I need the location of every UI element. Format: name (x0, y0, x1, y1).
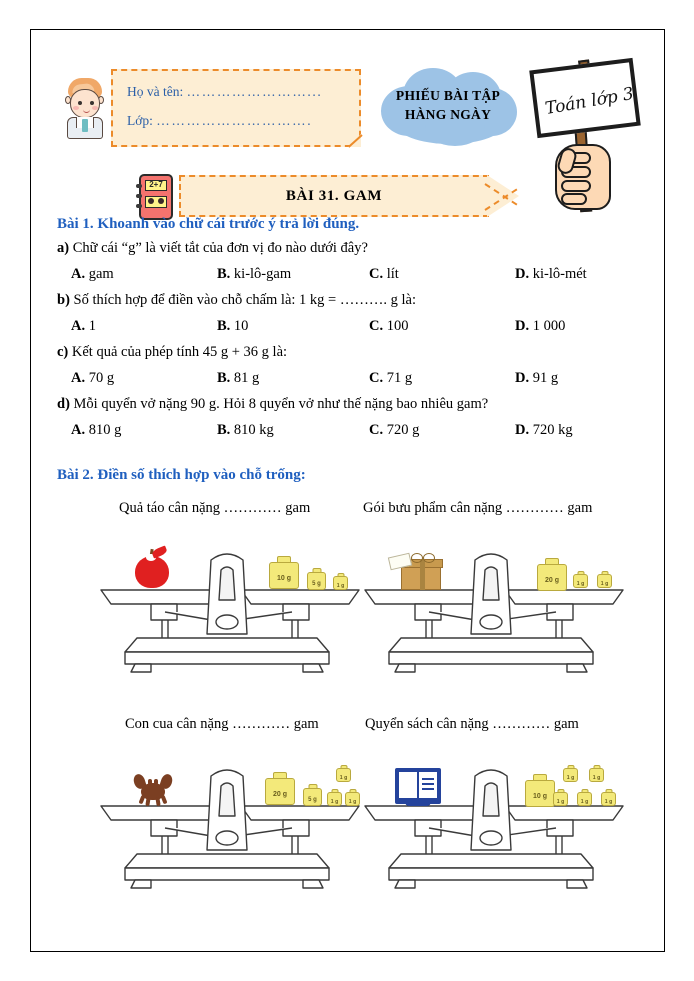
avatar-face (70, 89, 100, 118)
calculator-display: 2+7 (145, 180, 167, 191)
book-page-left (399, 772, 417, 798)
exercise-1-title: Bài 1. Khoanh vào chữ cái trước ý trả lời đúng. (57, 216, 360, 232)
question-d-options (57, 417, 647, 443)
option-a-3[interactable] (369, 261, 399, 287)
avatar-eye-right (90, 101, 94, 105)
question-b (57, 287, 647, 313)
balance-scale-crab (93, 742, 361, 892)
option-text: ki-lô-mét (529, 266, 587, 282)
exercise-2-title: Bài 2. Điền số thích hợp vào chỗ trống: (57, 467, 306, 483)
weight-1g (327, 792, 342, 806)
hand-holding-sign-graphic (519, 58, 653, 218)
weight-knob (593, 765, 600, 769)
question-d (57, 391, 647, 417)
avatar-eye-left (78, 101, 82, 105)
crab-leg (138, 795, 145, 805)
book-text-line (422, 783, 434, 785)
book-base (405, 801, 431, 806)
weight-20g (265, 778, 295, 805)
option-c-3[interactable] (369, 365, 412, 391)
weight-label: 5 g (312, 581, 321, 587)
weight-10g (525, 780, 555, 807)
balance-scale-drawing (357, 526, 625, 676)
option-text: 70 g (85, 370, 115, 386)
weight-knob (340, 765, 347, 769)
option-key: B. (217, 266, 231, 282)
student-name-label: Họ và tên: (127, 84, 184, 99)
book-text-line (422, 788, 434, 790)
weight-5g (307, 572, 326, 590)
weight-label: 20 g (544, 577, 559, 584)
option-text: 810 g (85, 422, 122, 438)
weight-knob (308, 784, 317, 789)
question-c-label: c) (57, 344, 69, 360)
option-d-2[interactable] (217, 417, 274, 443)
student-class-dots: …………………………. (156, 113, 313, 128)
scale-label-crab: Con cua cân nặng ………… gam (125, 716, 319, 732)
question-c (57, 339, 647, 365)
balance-scale-book (357, 742, 625, 892)
weight-label: 1 g (339, 775, 348, 781)
avatar-cheek-left (73, 106, 79, 110)
sign-board (529, 58, 641, 138)
weight-label: 1 g (336, 583, 345, 589)
gift-bow-left (411, 553, 423, 563)
weight-label: 1 g (576, 581, 585, 587)
option-key: C. (369, 266, 384, 282)
calculator-side-button (136, 194, 142, 198)
weight-knob (331, 789, 338, 793)
weight-knob (277, 556, 291, 563)
sign-text: Toán lớp 3 (543, 83, 636, 120)
option-text: 1 (85, 318, 96, 334)
hand-icon (555, 144, 611, 210)
scale-label-gift: Gói bưu phẩm cân nặng ………… gam (363, 500, 593, 516)
question-c-options (57, 365, 647, 391)
option-text: 720 kg (529, 422, 573, 438)
option-b-2[interactable] (217, 313, 248, 339)
balance-scale-drawing (93, 526, 361, 676)
weight-label: 20 g (272, 791, 287, 798)
student-class-field[interactable] (127, 113, 312, 129)
calculator-eye (158, 198, 164, 204)
worksheet-title-line2: HÀNG NGÀY (404, 107, 492, 122)
question-a-text: Chữ cái “g” là viết tắt của đơn vị đo nào dưới đây? (69, 240, 368, 256)
question-c-text: Kết quả của phép tính 45 g + 36 g là: (68, 344, 288, 360)
weight-1g (597, 574, 612, 588)
option-d-1[interactable] (71, 417, 121, 443)
option-a-2[interactable] (217, 261, 291, 287)
weight-knob (273, 772, 287, 779)
option-key: B. (217, 318, 231, 334)
calculator-eye (148, 198, 154, 204)
exercise-2 (57, 467, 647, 486)
gift-ribbon (420, 559, 425, 590)
hand-finger (561, 180, 591, 192)
hand-finger (561, 193, 587, 205)
weight-knob (533, 774, 547, 781)
option-c-4[interactable] (515, 365, 558, 391)
weight-1g-stacked (336, 768, 351, 782)
option-a-1[interactable] (71, 261, 114, 287)
option-key: C. (369, 370, 384, 386)
option-text: lít (383, 266, 399, 282)
option-key: D. (515, 422, 530, 438)
option-key: D. (515, 318, 530, 334)
weight-1g (553, 792, 568, 806)
question-d-text: Mỗi quyển vở nặng 90 g. Hỏi 8 quyển vở như thế nặng bao nhiêu gam? (69, 396, 489, 412)
option-b-3[interactable] (369, 313, 408, 339)
option-text: gam (85, 266, 114, 282)
avatar-mouth (83, 108, 90, 113)
worksheet-content (31, 30, 666, 953)
option-text: 100 (383, 318, 409, 334)
question-d-label: d) (57, 396, 70, 412)
crab-eye-right (154, 779, 158, 785)
worksheet-page-border (30, 29, 665, 952)
weight-label: 10 g (276, 575, 291, 582)
book-object (395, 768, 441, 804)
weight-knob (567, 765, 574, 769)
question-a-options (57, 261, 647, 287)
option-text: 1 000 (529, 318, 566, 334)
option-text: 10 (230, 318, 249, 334)
option-d-3[interactable] (369, 417, 419, 443)
weight-10g (269, 562, 299, 589)
student-name-dots: ……………………... (186, 84, 323, 99)
option-key: A. (71, 422, 86, 438)
option-a-4[interactable] (515, 261, 587, 287)
option-text: 720 g (383, 422, 420, 438)
question-b-label: b) (57, 292, 70, 308)
option-key: A. (71, 318, 86, 334)
scale-label-book: Quyển sách cân nặng ………… gam (365, 716, 579, 732)
balance-scale-apple (93, 526, 361, 676)
weight-knob (605, 789, 612, 793)
option-text: 71 g (383, 370, 413, 386)
student-info-box[interactable] (111, 69, 361, 147)
weight-label: 1 g (556, 799, 565, 805)
avatar-cheek-right (92, 106, 98, 110)
book-text-line (422, 778, 434, 780)
exercise-1 (57, 216, 647, 443)
crab-leg (160, 795, 167, 805)
weight-1g (601, 792, 616, 806)
gift-package-object (395, 556, 441, 588)
question-a (57, 235, 647, 261)
option-c-1[interactable] (71, 365, 114, 391)
weight-5g (303, 788, 322, 806)
lesson-banner (179, 175, 519, 217)
weight-1g (563, 768, 578, 782)
option-d-4[interactable] (515, 417, 573, 443)
weight-knob (545, 558, 559, 565)
avatar-tie (82, 119, 88, 132)
weight-1g (573, 574, 588, 588)
option-text: 810 kg (230, 422, 274, 438)
weight-20g (537, 564, 567, 591)
weight-1g (577, 792, 592, 806)
question-a-label: a) (57, 240, 70, 256)
weight-1g (589, 768, 604, 782)
weight-label: 1 g (566, 775, 575, 781)
weight-knob (337, 573, 344, 577)
option-key: B. (217, 370, 231, 386)
cloud-title-graphic (375, 62, 521, 148)
option-b-4[interactable] (515, 313, 565, 339)
option-c-2[interactable] (217, 365, 259, 391)
scale-label-apple: Quả táo cân nặng ………… gam (119, 500, 311, 516)
option-key: C. (369, 422, 384, 438)
option-key: D. (515, 266, 530, 282)
gift-bow-right (423, 553, 435, 563)
option-text: ki-lô-gam (230, 266, 292, 282)
weight-label: 1 g (592, 775, 601, 781)
balance-scale-drawing (93, 742, 361, 892)
worksheet-title (375, 86, 521, 124)
question-b-options (57, 313, 647, 339)
balance-scale-drawing (357, 742, 625, 892)
worksheet-title-line1: PHIẾU BÀI TẬP (395, 88, 501, 103)
crab-object (133, 774, 173, 804)
weight-knob (557, 789, 564, 793)
calculator-icon (139, 174, 173, 220)
balance-scale-gift (357, 526, 625, 676)
option-key: A. (71, 266, 86, 282)
option-key: A. (71, 370, 86, 386)
calculator-side-button (136, 204, 142, 208)
weight-knob (601, 571, 608, 575)
question-b-text: Số thích hợp để điền vào chỗ chấm là: 1 kg = ………. g là: (69, 292, 416, 308)
weight-label: 1 g (600, 581, 609, 587)
apple-object (135, 556, 169, 588)
option-b-1[interactable] (71, 313, 96, 339)
option-key: C. (369, 318, 384, 334)
student-name-field[interactable] (127, 84, 322, 100)
weight-label: 1 g (348, 799, 357, 805)
weight-label: 1 g (580, 799, 589, 805)
option-key: B. (217, 422, 231, 438)
calculator-side-button (136, 184, 142, 188)
weight-label: 1 g (604, 799, 613, 805)
weight-knob (581, 789, 588, 793)
worksheet-header (31, 44, 666, 224)
weight-1g (333, 576, 348, 590)
weight-knob (349, 789, 356, 793)
lesson-banner-title: BÀI 31. GAM (285, 187, 383, 204)
weight-knob (312, 568, 321, 573)
option-text: 91 g (529, 370, 559, 386)
weight-knob (577, 571, 584, 575)
option-text: 81 g (230, 370, 260, 386)
weight-label: 10 g (532, 793, 547, 800)
weight-label: 1 g (330, 799, 339, 805)
weight-label: 5 g (308, 797, 317, 803)
student-class-label: Lớp: (127, 113, 153, 128)
crab-eye-left (148, 779, 152, 785)
student-avatar-icon (63, 76, 107, 138)
option-key: D. (515, 370, 530, 386)
